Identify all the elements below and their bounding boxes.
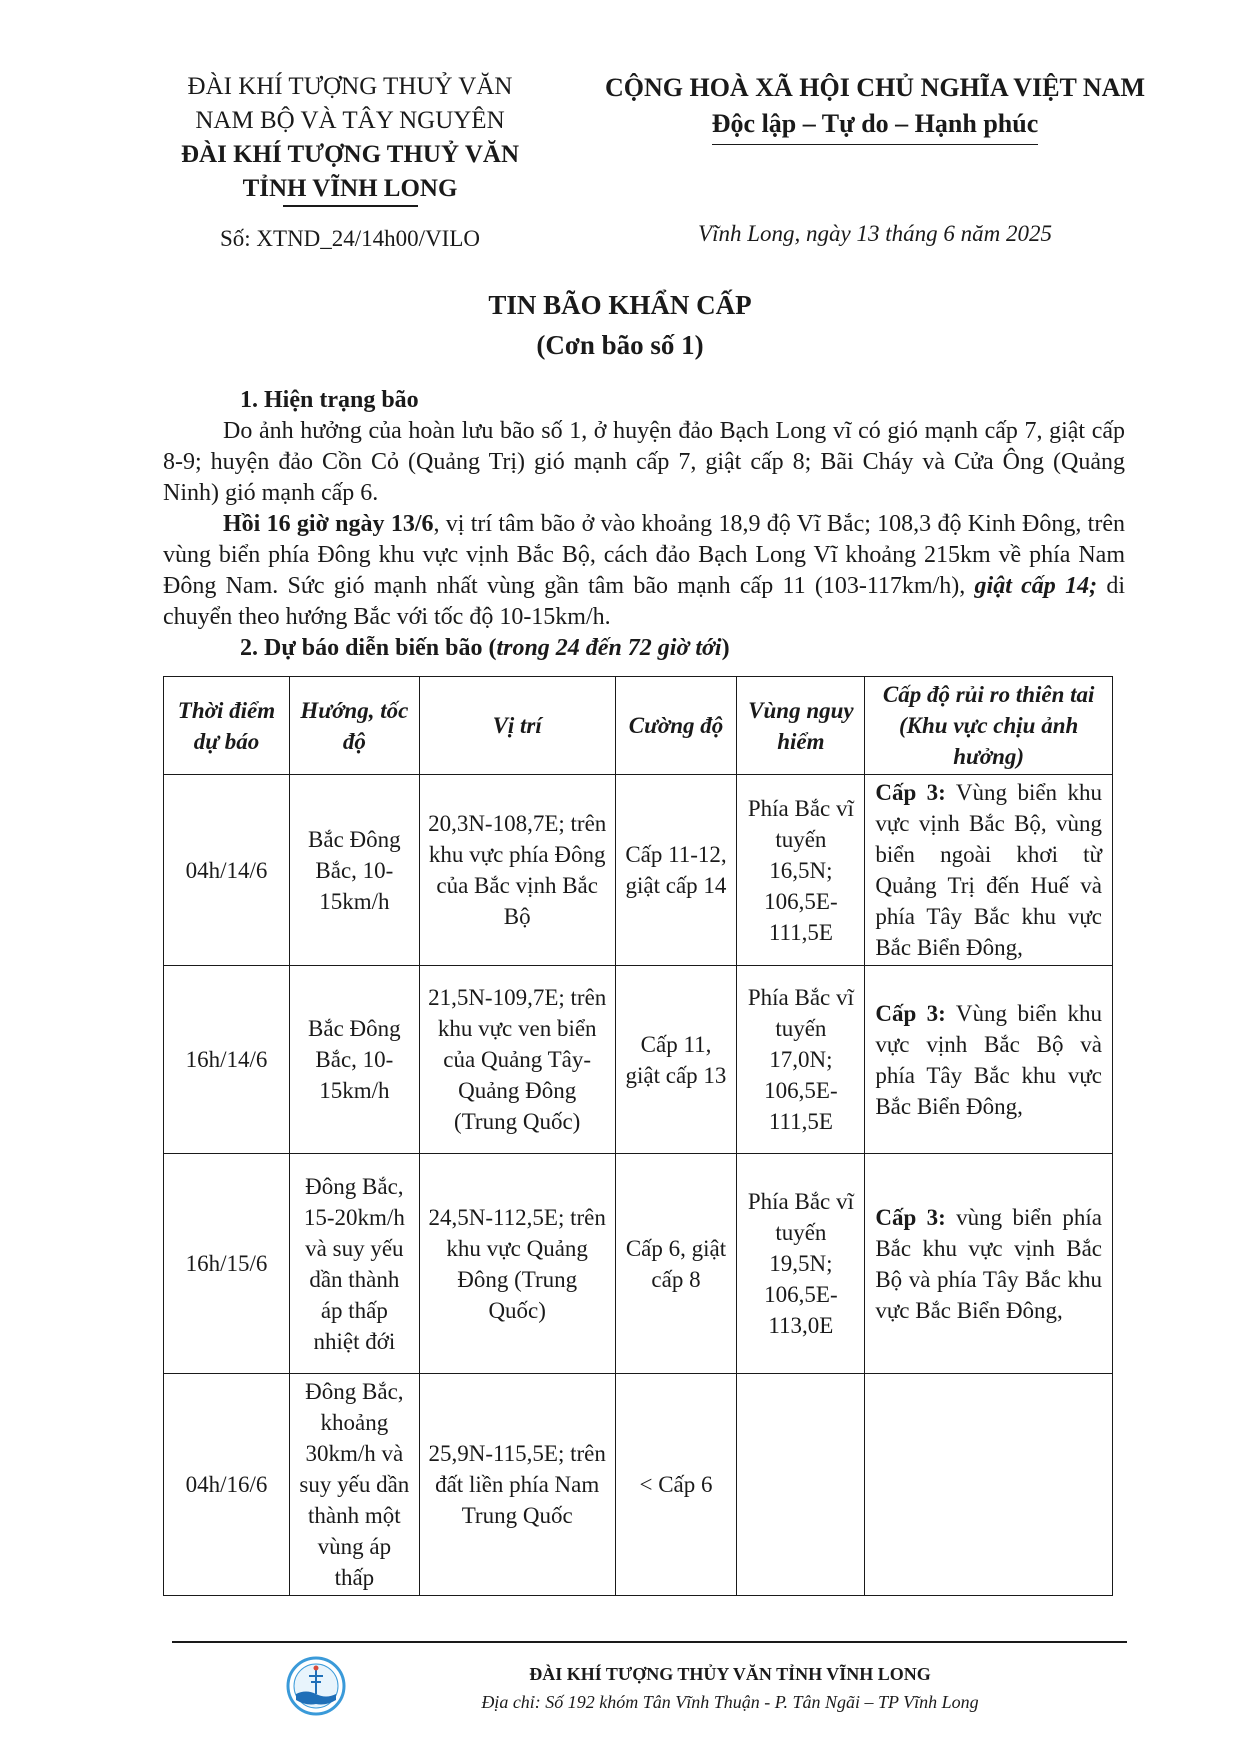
table-header-row: [164, 677, 1113, 775]
cell-risk: [865, 966, 1113, 1154]
risk-level: Cấp 3:: [875, 1204, 946, 1230]
cell-intensity: Cấp 11, giật cấp 13: [615, 966, 737, 1154]
risk-area: vùng biển phía Bắc khu vực vịnh Bắc Bộ và phía Tây Bắc khu vực Bắc Biển Đông,: [875, 1204, 1103, 1323]
col-header-intensity: Cường độ: [615, 677, 737, 775]
risk-level: Cấp 3:: [875, 1000, 946, 1026]
cell-position: 24,5N-112,5E; trên khu vực Quảng Đông (Trung Quốc): [419, 1154, 615, 1374]
para2-text-b: di chuyển theo hướng Bắc với tốc độ 10-15km/h.: [163, 573, 1126, 630]
cell-risk: [865, 1154, 1113, 1374]
observation-time: Hồi 16 giờ ngày 13/6: [223, 511, 434, 537]
national-header: [575, 70, 1175, 145]
office-name-line2: TỈNH VĨNH LONG: [242, 175, 458, 202]
col-header-danger-zone: Vùng nguy hiểm: [737, 677, 865, 775]
cell-time: 16h/15/6: [164, 1154, 290, 1374]
cell-intensity: Cấp 6, giật cấp 8: [615, 1154, 737, 1374]
section1-para2: [163, 509, 1125, 633]
document-body: [163, 385, 1125, 664]
document-subtitle: (Cơn bão số 1): [536, 330, 704, 360]
agency-name-line1: ĐÀI KHÍ TƯỢNG THUỶ VĂN: [187, 73, 513, 100]
col-header-direction: Hướng, tốc độ: [289, 677, 419, 775]
cell-time: 04h/14/6: [164, 775, 290, 966]
table-row: [164, 1374, 1113, 1596]
col-header-risk: Cấp độ rủi ro thiên tai (Khu vực chịu ảnh hưởng): [865, 677, 1113, 775]
cell-intensity: Cấp 11-12, giật cấp 14: [615, 775, 737, 966]
cell-intensity: < Cấp 6: [615, 1374, 737, 1596]
section2-heading-italic: trong 24 đến 72 giờ tới: [496, 635, 722, 661]
agency-header: [150, 70, 550, 256]
footer-agency-name: ĐÀI KHÍ TƯỢNG THỦY VĂN TỈNH VĨNH LONG: [529, 1664, 931, 1684]
agency-logo-icon: [286, 1656, 346, 1716]
cell-time: 04h/16/6: [164, 1374, 290, 1596]
gust-level: giật cấp 14;: [974, 573, 1098, 599]
risk-area: Vùng biển khu vực vịnh Bắc Bộ, vùng biển ngoài khơi từ Quảng Trị đến Huế và phía Tây Bắc khu vực Bắc Biển Đông,: [875, 780, 1102, 960]
table-row: [164, 1154, 1113, 1374]
document-number: Số: XTND_24/14h00/VILO: [219, 226, 481, 251]
risk-level: Cấp 3:: [875, 780, 946, 805]
cell-risk: [865, 775, 1113, 966]
cell-position: 20,3N-108,7E; trên khu vực phía Đông của Bắc vịnh Bắc Bộ: [419, 775, 615, 966]
cell-danger-zone: Phía Bắc vĩ tuyến 19,5N; 106,5E-113,0E: [737, 1154, 865, 1374]
document-title: TIN BÃO KHẨN CẤP: [488, 290, 752, 320]
cell-direction: Đông Bắc, 15-20km/h và suy yếu dần thành áp thấp nhiệt đới: [289, 1154, 419, 1374]
cell-position: 21,5N-109,7E; trên khu vực ven biển của Quảng Tây-Quảng Đông (Trung Quốc): [419, 966, 615, 1154]
cell-danger-zone: [737, 1374, 865, 1596]
country-name: CỘNG HOÀ XÃ HỘI CHỦ NGHĨA VIỆT NAM: [604, 73, 1146, 102]
cell-danger-zone: Phía Bắc vĩ tuyến 17,0N; 106,5E-111,5E: [737, 966, 865, 1154]
issue-date: Vĩnh Long, ngày 13 tháng 6 năm 2025: [698, 221, 1052, 246]
cell-danger-zone: Phía Bắc vĩ tuyến 16,5N; 106,5E-111,5E: [737, 775, 865, 966]
table-row: [164, 775, 1113, 966]
footer-divider: [172, 1641, 1127, 1643]
cell-direction: Bắc Đông Bắc, 10-15km/h: [289, 966, 419, 1154]
section2-heading-end: ): [721, 635, 730, 661]
col-header-position: Vị trí: [419, 677, 615, 775]
table-row: [164, 966, 1113, 1154]
section1-para1: Do ảnh hưởng của hoàn lưu bão số 1, ở huyện đảo Bạch Long vĩ có gió mạnh cấp 7, giật cấp 8-9; huyện đảo Cồn Cỏ (Quảng Trị) gió mạnh cấp 7, giật cấp 8; Bãi Cháy và Cửa Ông (Quảng Ninh) gió mạnh cấp 6.: [163, 418, 1125, 506]
cell-time: 16h/14/6: [164, 966, 290, 1154]
section1-heading: 1. Hiện trạng bão: [240, 387, 419, 413]
cell-risk: [865, 1374, 1113, 1596]
section2-heading-text: 2. Dự báo diễn biến bão (: [240, 635, 497, 661]
para2-text-a: , vị trí tâm bão ở vào khoảng 18,9 độ Vĩ Bắc; 108,3 độ Kinh Đông, trên vùng biển phía Đông khu vực vịnh Bắc Bộ, cách đảo Bạch Long Vĩ khoảng 215km về phía Nam Đông Nam. Sức gió mạnh nhất vùng gần tâm bão mạnh cấp 11 (103-117km/h),: [163, 511, 1125, 599]
office-name-line1: ĐÀI KHÍ TƯỢNG THUỶ VĂN: [180, 141, 519, 168]
risk-area: Vùng biển khu vực vịnh Bắc Bộ và phía Tây Bắc khu vực Bắc Biển Đông,: [875, 1000, 1102, 1119]
national-motto: Độc lập – Tự do – Hạnh phúc: [712, 106, 1039, 145]
cell-position: 25,9N-115,5E; trên đất liền phía Nam Trung Quốc: [419, 1374, 615, 1596]
section2-heading: [163, 633, 1125, 664]
cell-direction: Bắc Đông Bắc, 10-15km/h: [289, 775, 419, 966]
forecast-table: [163, 676, 1113, 1596]
col-header-time: Thời điểm dự báo: [164, 677, 290, 775]
agency-name-line2: NAM BỘ VÀ TÂY NGUYÊN: [195, 107, 505, 134]
office-underline: [283, 205, 418, 207]
footer-address: Địa chỉ: Số 192 khóm Tân Vĩnh Thuận - P. Tân Ngãi – TP Vĩnh Long: [481, 1692, 979, 1712]
cell-direction: Đông Bắc, khoảng 30km/h và suy yếu dần thành một vùng áp thấp: [289, 1374, 419, 1596]
